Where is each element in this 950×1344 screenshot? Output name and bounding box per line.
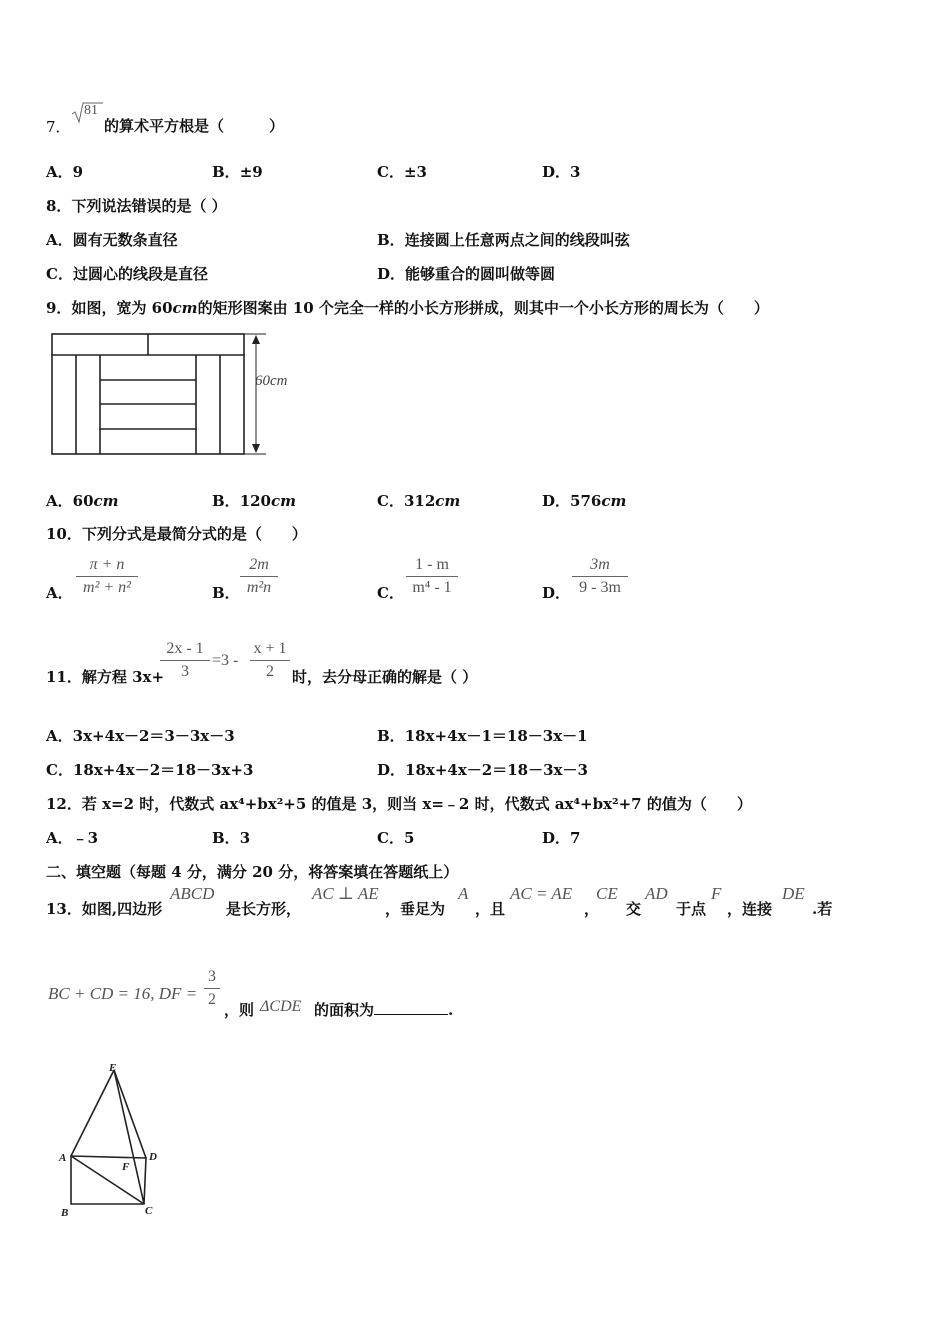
q11-fraction-2: x + 1 2 <box>250 640 290 681</box>
q11-stem-end: 时，去分母正确的解是（ ） <box>292 668 478 686</box>
q9-figure-label: 60cm <box>255 373 288 389</box>
q12-stem: 12．若 x=2 时，代数式 ax⁴+bx²+5 的值是 3，则当 x=﹣2 时，代数式 ax⁴+bx²+7 的值为（ ） <box>46 795 752 813</box>
q10-option-d-fraction[interactable]: 3m 9 - 3m <box>572 556 628 597</box>
q10-option-c-label[interactable]: C． <box>377 584 404 602</box>
q10-stem: 10．下列分式是最简分式的是（ ） <box>46 525 307 543</box>
fig-label-c: C <box>145 1205 153 1217</box>
q12-option-d[interactable]: D．7 <box>542 829 581 847</box>
q13-answer-blank[interactable] <box>374 1014 448 1015</box>
q13-math-ad: AD <box>645 884 668 903</box>
q13-number: 13．如图,四边形 <box>46 900 163 918</box>
q9-option-c[interactable]: C．312cm <box>377 492 461 510</box>
q13-text-2: 是长方形， <box>226 900 302 918</box>
fig-label-a: A <box>59 1152 67 1164</box>
q9-option-a[interactable]: A．60cm <box>46 492 119 510</box>
q13-text-then: ，则 <box>224 1001 255 1019</box>
q10-option-d-label[interactable]: D． <box>542 584 571 602</box>
q8-option-c[interactable]: C．过圆心的线段是直径 <box>46 265 208 283</box>
q9-rectangle-figure <box>48 330 308 460</box>
q8-option-a[interactable]: A．圆有无数条直径 <box>46 231 178 249</box>
q7-sqrt-arg: 81 <box>84 103 98 118</box>
q13-math-ce: CE <box>596 884 618 903</box>
fig-label-b: B <box>61 1207 69 1219</box>
section-heading-fill-blank: 二、填空题（每题 4 分，满分 20 分，将答案填在答题纸上） <box>46 863 459 881</box>
q13-text-8: ，连接 <box>727 900 773 918</box>
q9-option-b[interactable]: B．120cm <box>212 492 297 510</box>
q13-condition: BC + CD = 16, DF = <box>48 984 198 1003</box>
q7-option-c[interactable]: C．±3 <box>377 163 427 181</box>
fig-label-f: F <box>122 1161 130 1173</box>
q13-text-5: ， <box>584 900 600 918</box>
q13-math-de: DE <box>782 884 805 903</box>
q13-text-6: 交 <box>626 900 642 918</box>
q12-option-b[interactable]: B．3 <box>212 829 251 847</box>
q10-option-c-fraction[interactable]: 1 - m m⁴ - 1 <box>406 556 458 597</box>
q13-geometry-figure <box>54 1058 174 1228</box>
q10-option-a-label[interactable]: A． <box>46 584 73 602</box>
q9-option-d[interactable]: D．576cm <box>542 492 627 510</box>
q9-stem: 9．如图，宽为 60cm的矩形图案由 10 个完全一样的小长方形拼成，则其中一个小长方形的周长为（ ） <box>46 299 769 317</box>
q7-option-d[interactable]: D．3 <box>542 163 581 181</box>
q13-math-ac-perp-ae: AC ⊥ AE <box>312 884 379 903</box>
fig-label-d: D <box>149 1151 157 1163</box>
q7-option-a[interactable]: A．9 <box>46 163 84 181</box>
fig-label-e: E <box>109 1062 117 1074</box>
q12-option-a[interactable]: A．﹣3 <box>46 829 99 847</box>
q13-text-3: ，垂足为 <box>385 900 446 918</box>
q8-stem: 8．下列说法错误的是（ ） <box>46 197 227 215</box>
q13-text-area: 的面积为 . <box>314 1001 454 1019</box>
q7-number: 7． <box>46 118 71 136</box>
q13-text-4: ，且 <box>475 900 506 918</box>
q7-option-b[interactable]: B．±9 <box>212 163 263 181</box>
q13-math-f: F <box>711 884 722 903</box>
q8-option-b[interactable]: B．连接圆上任意两点之间的线段叫弦 <box>377 231 630 249</box>
q13-text-9: .若 <box>812 900 833 918</box>
q13-math-a: A <box>458 884 469 903</box>
q8-option-d[interactable]: D．能够重合的圆叫做等圆 <box>377 265 556 283</box>
q11-option-a[interactable]: A．3x+4x－2＝3－3x－3 <box>46 727 235 745</box>
q13-math-ac-eq-ae: AC = AE <box>510 884 573 903</box>
q11-option-c[interactable]: C．18x+4x－2＝18－3x+3 <box>46 761 254 779</box>
q13-text-7: 于点 <box>676 900 707 918</box>
q11-equals: =3 - <box>212 652 239 669</box>
q13-math-triangle-cde: ΔCDE <box>260 998 302 1015</box>
q11-fraction-1: 2x - 1 3 <box>160 640 210 681</box>
q10-option-a-fraction[interactable]: π + n m² + n² <box>76 556 138 597</box>
q10-option-b-fraction[interactable]: 2m m²n <box>240 556 278 597</box>
q12-option-c[interactable]: C．5 <box>377 829 415 847</box>
q11-stem-start: 11．解方程 3x+ <box>46 668 165 686</box>
q13-fraction-3-2: 3 2 <box>204 968 220 1009</box>
q11-option-b[interactable]: B．18x+4x－1＝18－3x－1 <box>377 727 588 745</box>
q13-math-abcd: ABCD <box>170 884 215 903</box>
q7-stem: 的算术平方根是（ ） <box>104 117 285 135</box>
q10-option-b-label[interactable]: B． <box>212 584 240 602</box>
q11-option-d[interactable]: D．18x+4x－2＝18－3x－3 <box>377 761 588 779</box>
